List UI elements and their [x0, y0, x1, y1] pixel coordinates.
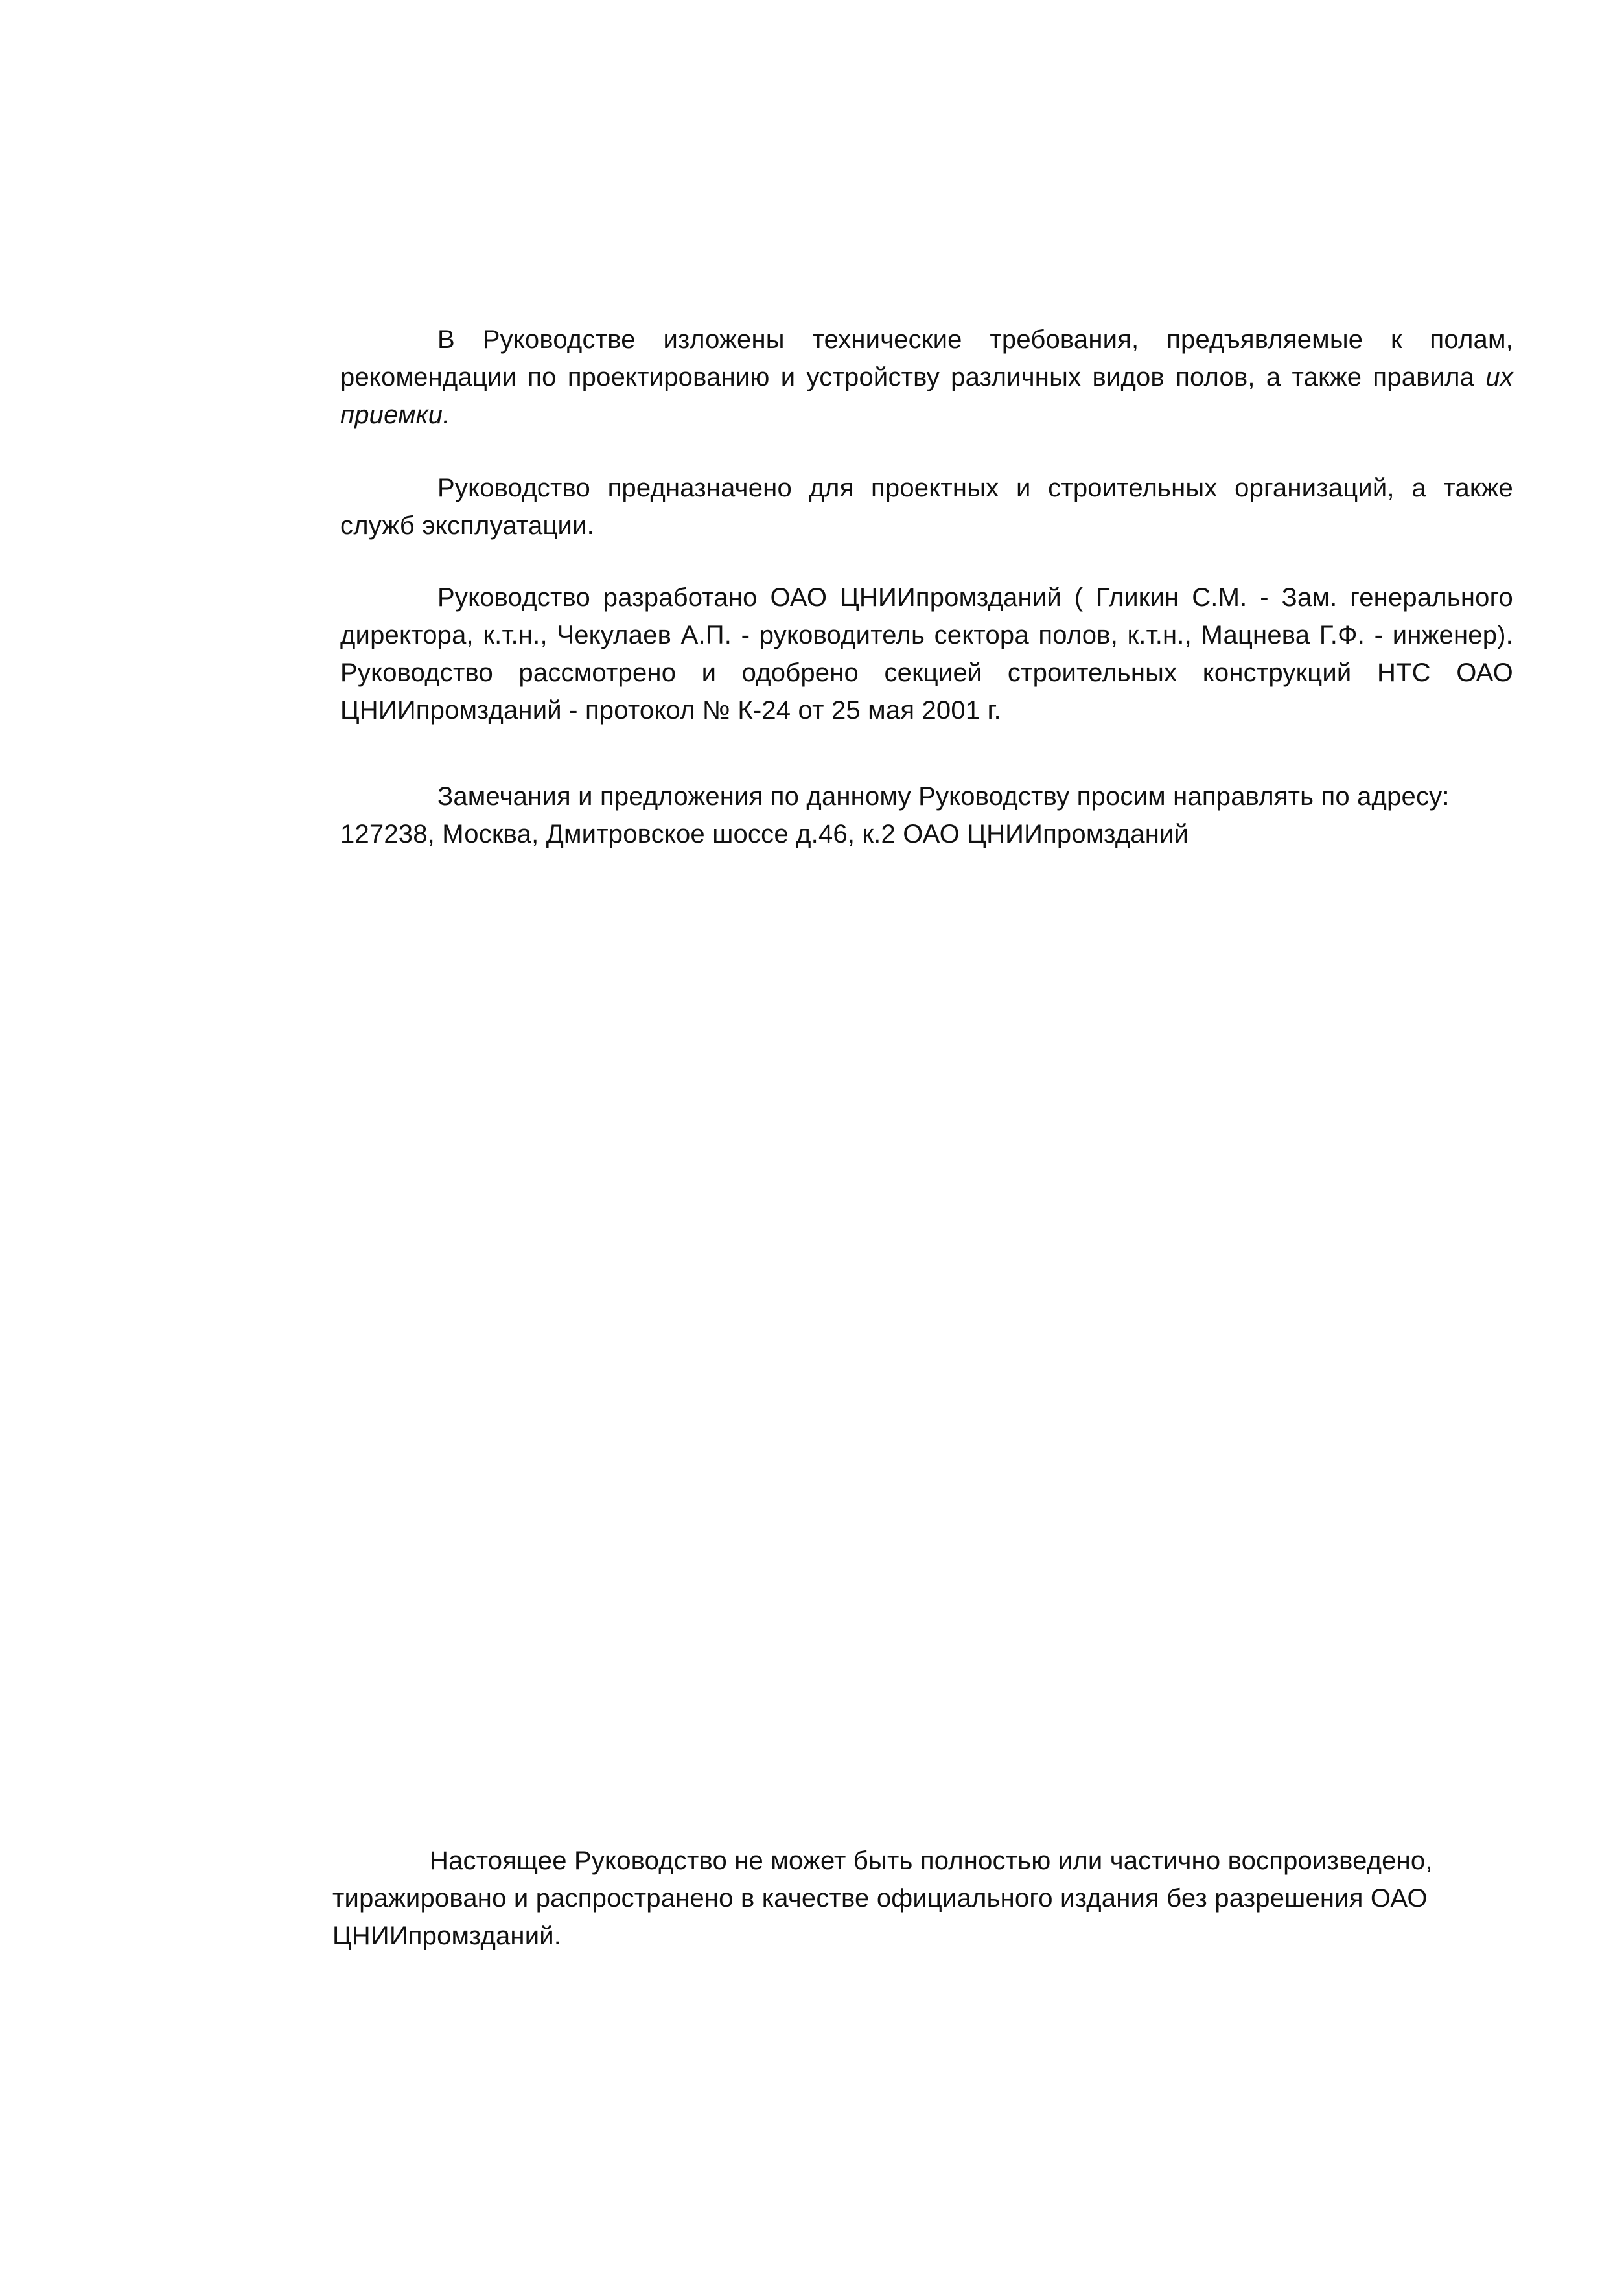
- paragraph-authors: Руководство разработано ОАО ЦНИИпромзданий ( Гликин С.М. - Зам. генерального директора, к.т.н., Чекулаев А.П. - руководитель сектора полов, к.т.н., Мацнева Г.Ф. - инженер). Руководство рассмотрено и одобрено секцией строительных конструкций НТС ОАО ЦНИИпромзданий - протокол № К-24 от 25 мая 2001 г.: [340, 583, 1513, 725]
- paragraph-scope-tail: их приемки.: [340, 363, 1513, 429]
- feedback-request: Замечания и предложения по данному Руководству просим направлять по адресу:: [437, 782, 1450, 811]
- paragraph-feedback: [340, 778, 1513, 853]
- feedback-address: 127238, Москва, Дмитровское шоссе д.46, к.2 ОАО ЦНИИпромзданий: [340, 820, 1189, 848]
- paragraph-scope-text: В Руководстве изложены технические требования, предъявляемые к полам, рекомендации по проектированию и устройству различных видов полов, а также правила: [340, 325, 1513, 391]
- paragraph-scope: [340, 321, 1513, 434]
- paragraph-audience: Руководство предназначено для проектных и строительных организаций, а также служб эксплуатации.: [340, 474, 1513, 540]
- copyright-notice: Настоящее Руководство не может быть полностью или частично воспроизведено, тиражировано и распространено в качестве официального издания без разрешения ОАО ЦНИИпромзданий.: [332, 1847, 1433, 1950]
